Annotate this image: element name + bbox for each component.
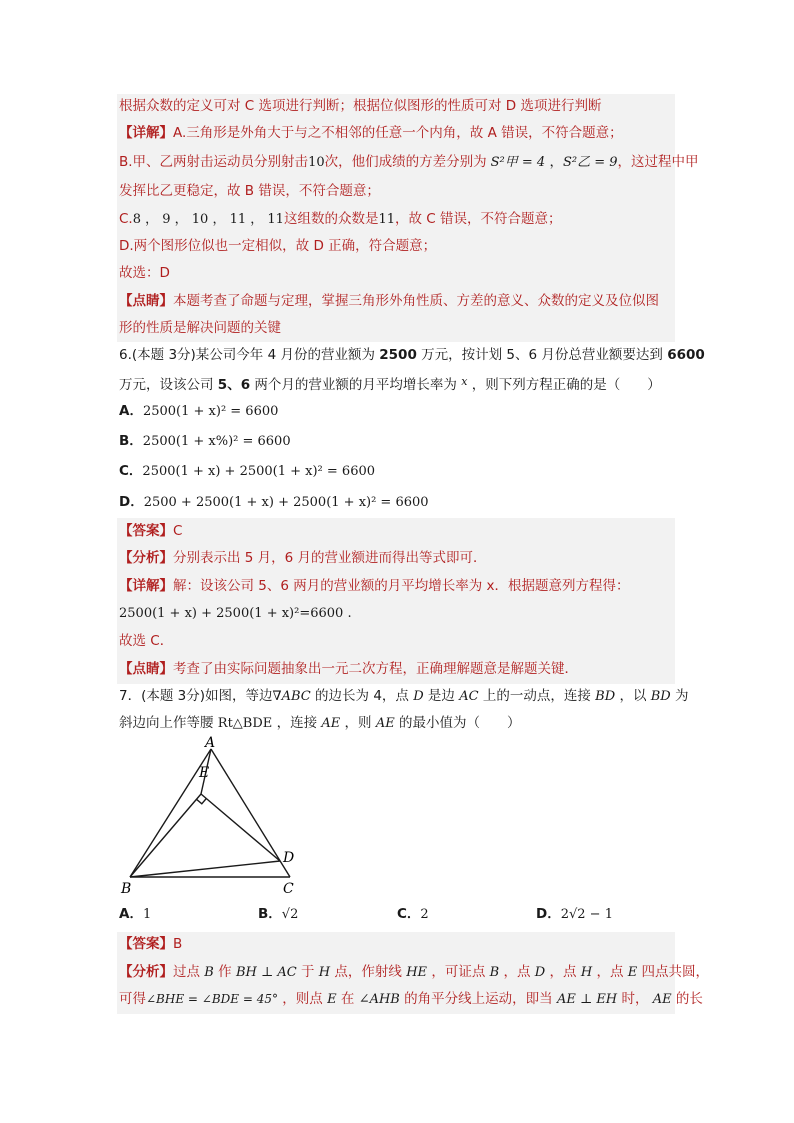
stem-text-4: 上的一动点，连接 — [478, 688, 596, 704]
q7-option-b[interactable] — [258, 904, 298, 925]
right-triangle-bde: Rt△BDE — [217, 716, 273, 731]
b-ae-perp: AE ⊥ EH — [556, 992, 618, 1007]
label-b: B — [121, 881, 132, 897]
b-angle: ∠BHE = ∠BDE = 45° — [146, 992, 278, 1006]
q7-analysis-line1 — [119, 962, 709, 983]
q6-option-c[interactable] — [119, 461, 375, 482]
segment-ae: AE — [321, 716, 341, 731]
q6-choose: 故选 C． — [119, 633, 174, 649]
option-value: 2 — [420, 907, 429, 922]
a-d: D — [534, 965, 546, 980]
b-text-5: 时， — [617, 991, 653, 1007]
answer-value: C — [173, 523, 183, 539]
q6-detail — [119, 576, 630, 596]
b-ae: AE — [652, 992, 672, 1007]
detail-c-text: 这组数的众数是 — [283, 211, 379, 227]
q6-analysis — [119, 548, 487, 568]
stem-text-6: 为 — [670, 688, 689, 704]
variance-yi: S²乙 = 9 — [562, 155, 618, 170]
option-letter: D． — [119, 494, 144, 510]
q7-option-d[interactable] — [536, 904, 613, 925]
a-text-6: ，点 — [499, 964, 535, 980]
revenue-target: 6600 — [667, 347, 705, 363]
option-formula: 2500 + 2500(1 + x) + 2500(1 + x)² = 6600 — [143, 495, 429, 510]
option-letter: B． — [258, 906, 282, 922]
analysis-tag: 【分析】 — [119, 964, 173, 980]
q5-comment-line1 — [119, 291, 659, 311]
answer-tag: 【答案】 — [119, 523, 173, 539]
stem-text-2: 万元，按计划 5、6 月份总营业额要达到 — [416, 347, 668, 363]
a-text-5: ，可证点 — [427, 964, 490, 980]
mode-value: 11 — [378, 212, 395, 227]
a-text-8: ，点 — [592, 964, 628, 980]
label-d: D — [283, 850, 295, 866]
a-b-2: B — [489, 965, 500, 980]
stem-text-7: 斜边向上作等腰 — [119, 715, 218, 731]
segment-ac: AC — [459, 689, 479, 704]
stem-text-3: 万元，设该公司 — [119, 377, 218, 393]
q5-detail-d: D.两个图形位似也一定相似，故 D 正确，符合题意； — [119, 238, 437, 254]
q5-comment-line2: 形的性质是解决问题的关键 — [119, 320, 281, 336]
detail-b-text: B.甲、乙两射击运动员分别射击 — [119, 154, 309, 170]
option-formula: 2500(1 + x)² = 6600 — [142, 404, 279, 419]
answer-tag: 【答案】 — [119, 936, 173, 952]
q6-answer — [119, 521, 182, 541]
stem-text: 6.(本题 3分)某公司今年 4 月份的营业额为 — [119, 347, 380, 363]
variable-x: x — [461, 375, 468, 388]
q7-stem-line1 — [119, 686, 689, 707]
right-angle-mark — [197, 799, 207, 804]
q6-comment — [119, 659, 578, 679]
a-e: E — [627, 965, 638, 980]
stem-text: 7．(本题 3分)如图，等边 — [119, 688, 273, 704]
a-text: 过点 — [173, 964, 205, 980]
comment-tag: 【点睛】 — [119, 293, 173, 309]
segment-bd-2: BD — [650, 689, 671, 704]
a-bh-perp: BH ⊥ AC — [235, 965, 297, 980]
stem-text-5: ，以 — [615, 688, 651, 704]
q6-stem-line2 — [119, 372, 661, 395]
b-text: 可得 — [119, 991, 146, 1007]
option-value: 1 — [142, 907, 152, 922]
q6-stem-line1 — [119, 345, 705, 365]
a-text-9: 四点共圆， — [637, 964, 710, 980]
a-text-2: 作 — [213, 964, 236, 980]
label-c: C — [283, 881, 294, 897]
q5-detail-b-line1: B.甲、乙两射击运动员分别射击10次，他们成绩的方差分别为 S²甲 = 4 ，S²乙 = 9，这过程中甲 — [119, 154, 699, 170]
detail-c-text-2: ，故 C 错误，不符合题意； — [395, 211, 562, 227]
b-text-6: 的长 — [671, 991, 703, 1007]
b-text-3: 在 — [336, 991, 359, 1007]
option-letter: A． — [119, 403, 143, 419]
q7-option-c[interactable] — [397, 904, 429, 925]
b-text-2: ，则点 — [278, 991, 328, 1007]
comment-tag: 【点睛】 — [119, 661, 173, 677]
stem-text-5: ，则下列方程正确的是（ ） — [467, 377, 661, 393]
a-text-3: 于 — [296, 964, 319, 980]
q7-answer — [119, 934, 182, 954]
stem-text-3: 是边 — [423, 688, 460, 704]
stem-text-2: 的边长为 4，点 — [310, 688, 414, 704]
triangle-figure — [110, 736, 320, 898]
point-d: D — [413, 689, 424, 704]
a-h: H — [318, 965, 331, 980]
segment-bd-line — [130, 861, 280, 877]
detail-b-text-2: 次，他们成绩的方差分别为 — [324, 154, 487, 170]
stem-text-9: ，则 — [340, 715, 376, 731]
option-value: 2√2 − 1 — [560, 907, 613, 922]
variance-jia: S²甲 = 4 — [490, 155, 546, 170]
answer-value: B — [173, 936, 183, 952]
q5-detail-b-line2: 发挥比乙更稳定，故 B 错误，不符合题意； — [119, 183, 380, 199]
comment-text: 本题考查了命题与定理，掌握三角形外角性质、方差的意义、众数的定义及位似图 — [173, 293, 659, 309]
q5-analysis-tail: 根据众数的定义可对 C 选项进行判断；根据位似图形的性质可对 D 选项进行判断 — [119, 98, 602, 114]
detail-tag: 【详解】 — [119, 578, 173, 594]
q5-detail-c — [119, 209, 562, 230]
option-letter: A． — [119, 906, 143, 922]
detail-b-text-3: ，这过程中甲 — [617, 154, 699, 170]
option-letter: C． — [119, 463, 143, 479]
analysis-tag: 【分析】 — [119, 550, 173, 566]
label-e: E — [199, 765, 210, 781]
label-a: A — [205, 736, 216, 751]
detail-c-prefix: C. — [119, 211, 133, 227]
data-set: 8 ， 9 ， 10 ， 11 ， 11 — [132, 212, 284, 227]
q6-option-a[interactable] — [119, 401, 278, 422]
q5-detail-a — [119, 123, 623, 143]
a-h-2: H — [580, 965, 593, 980]
segment-ed-line — [201, 794, 280, 861]
stem-text-10: 的最小值为（ ） — [394, 715, 521, 731]
segment-be-line — [130, 794, 201, 877]
b-e: E — [327, 992, 337, 1007]
b-angle-ahb: ∠AHB — [358, 992, 400, 1007]
shot-count: 10 — [308, 155, 325, 170]
option-letter: C． — [397, 906, 421, 922]
option-formula: 2500(1 + x) + 2500(1 + x)² = 6600 — [142, 464, 376, 479]
detail-text: 解：设该公司 5、6 两月的营业额的月平均增长率为 x．根据题意列方程得： — [173, 578, 630, 594]
stem-text-4: 两个月的营业额的月平均增长率为 — [250, 377, 462, 393]
detail-a-text: A.三角形是外角大于与之不相邻的任意一个内角，故 A 错误，不符合题意； — [173, 125, 623, 141]
q7-analysis-line2 — [119, 989, 703, 1010]
comment-text: 考查了由实际问题抽象出一元二次方程，正确理解题意是解题关键． — [173, 661, 578, 677]
revenue-april: 2500 — [379, 347, 417, 363]
q6-option-b[interactable] — [119, 431, 291, 452]
months: 5、6 — [217, 377, 251, 393]
b-text-4: 的角平分线上运动，即当 — [399, 991, 557, 1007]
segment-bd: BD — [595, 689, 616, 704]
q7-option-a[interactable] — [119, 904, 151, 925]
option-letter: B． — [119, 433, 143, 449]
stem-text-8: ，连接 — [272, 715, 322, 731]
a-text-4: 点，作射线 — [330, 964, 407, 980]
a-b: B — [204, 965, 214, 980]
detail-tag: 【详解】 — [119, 125, 173, 141]
a-he: HE — [406, 965, 428, 980]
triangle-abc: ∇ABC — [272, 689, 311, 704]
analysis-text: 分别表示出 5 月，6 月的营业额进而得出等式即可． — [173, 550, 487, 566]
q6-option-d[interactable] — [119, 492, 429, 513]
option-formula: 2500(1 + x%)² = 6600 — [142, 434, 291, 449]
option-letter: D． — [536, 906, 561, 922]
q6-equation: 2500(1 + x) + 2500(1 + x)²=6600 . — [119, 606, 352, 621]
segment-ae-2: AE — [375, 716, 395, 731]
q7-stem-line2 — [119, 713, 521, 734]
option-value: √2 — [281, 907, 299, 922]
q5-choose: 故选：D — [119, 265, 170, 281]
a-text-7: ，点 — [545, 964, 581, 980]
